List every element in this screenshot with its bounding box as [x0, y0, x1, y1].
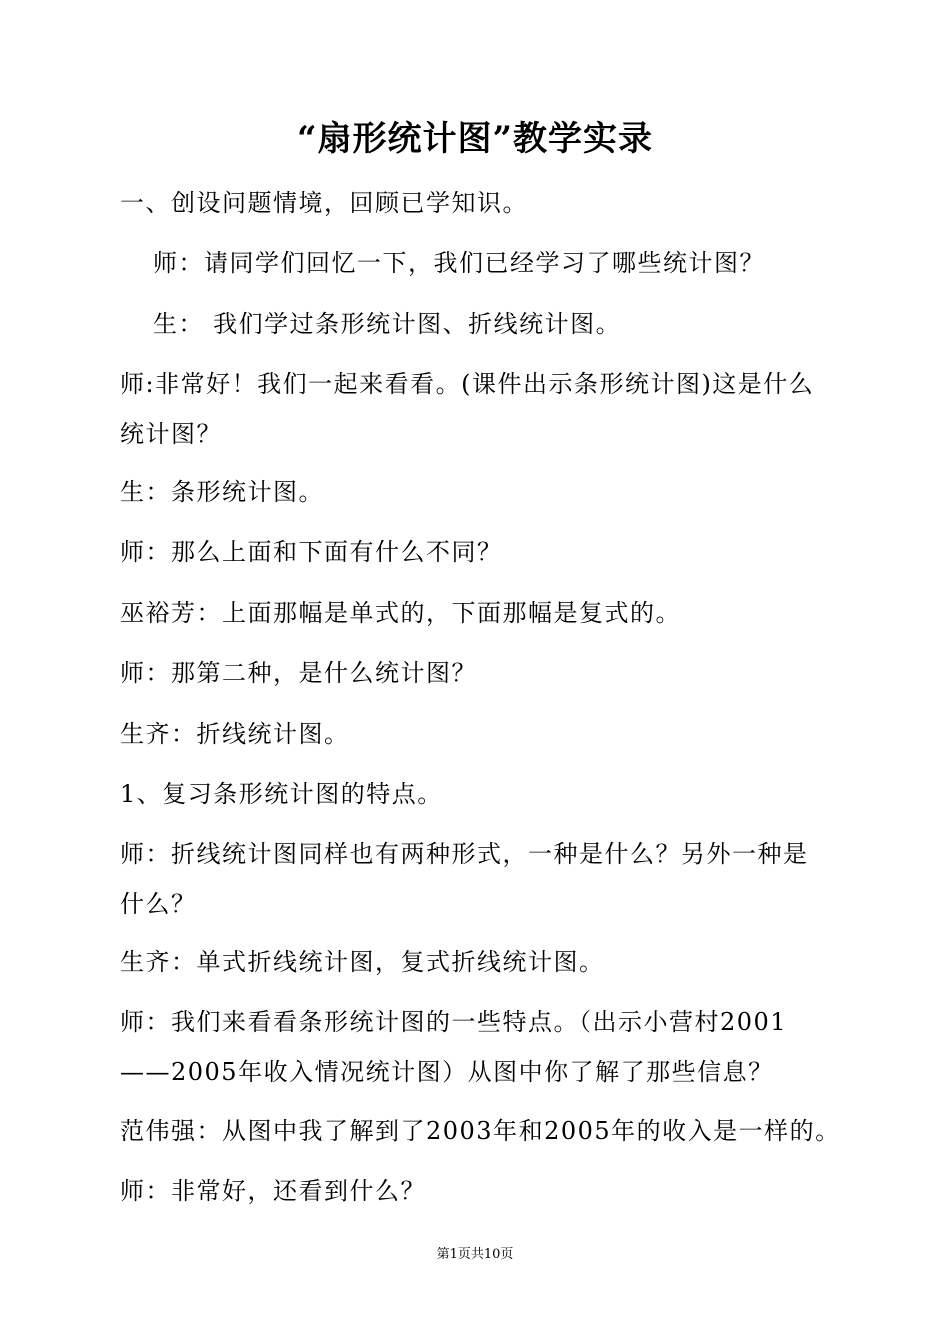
- paragraph-14: 范伟强：从图中我了解到了2003年和2005年的收入是一样的。: [120, 1117, 841, 1145]
- paragraph-9: 生齐：折线统计图。: [120, 720, 350, 748]
- paragraph-7: 巫裕芳：上面那幅是单式的，下面那幅是复式的。: [120, 599, 681, 627]
- paragraph-3: 生： 我们学过条形统计图、折线统计图。: [153, 310, 622, 338]
- paragraph-4: 师:非常好！我们一起来看看。(课件出示条形统计图)这是什么统计图？: [120, 370, 815, 448]
- paragraph-1: 一、创设问题情境，回顾已学知识。: [120, 189, 528, 217]
- paragraph-13: 师：我们来看看条形统计图的一些特点。（出示小营村2001——2005年收入情况统计图）从图中你了解了那些信息？: [120, 1008, 788, 1086]
- page-footer: 第1页共10页: [436, 1247, 514, 1262]
- paragraph-12: 生齐：单式折线统计图，复式折线统计图。: [120, 948, 605, 976]
- paragraph-6: 师：那么上面和下面有什么不同？: [120, 538, 503, 566]
- paragraph-2: 师：请同学们回忆一下，我们已经学习了哪些统计图？: [153, 249, 765, 277]
- paragraph-11: 师：折线统计图同样也有两种形式，一种是什么？另外一种是什么？: [120, 840, 809, 918]
- document-title: “扇形统计图”教学实录: [296, 119, 654, 159]
- paragraph-5: 生：条形统计图。: [120, 478, 324, 506]
- paragraph-15: 师：非常好，还看到什么？: [120, 1177, 426, 1205]
- paragraph-10: 1、复习条形统计图的特点。: [120, 780, 443, 808]
- paragraph-8: 师：那第二种，是什么统计图？: [120, 659, 477, 687]
